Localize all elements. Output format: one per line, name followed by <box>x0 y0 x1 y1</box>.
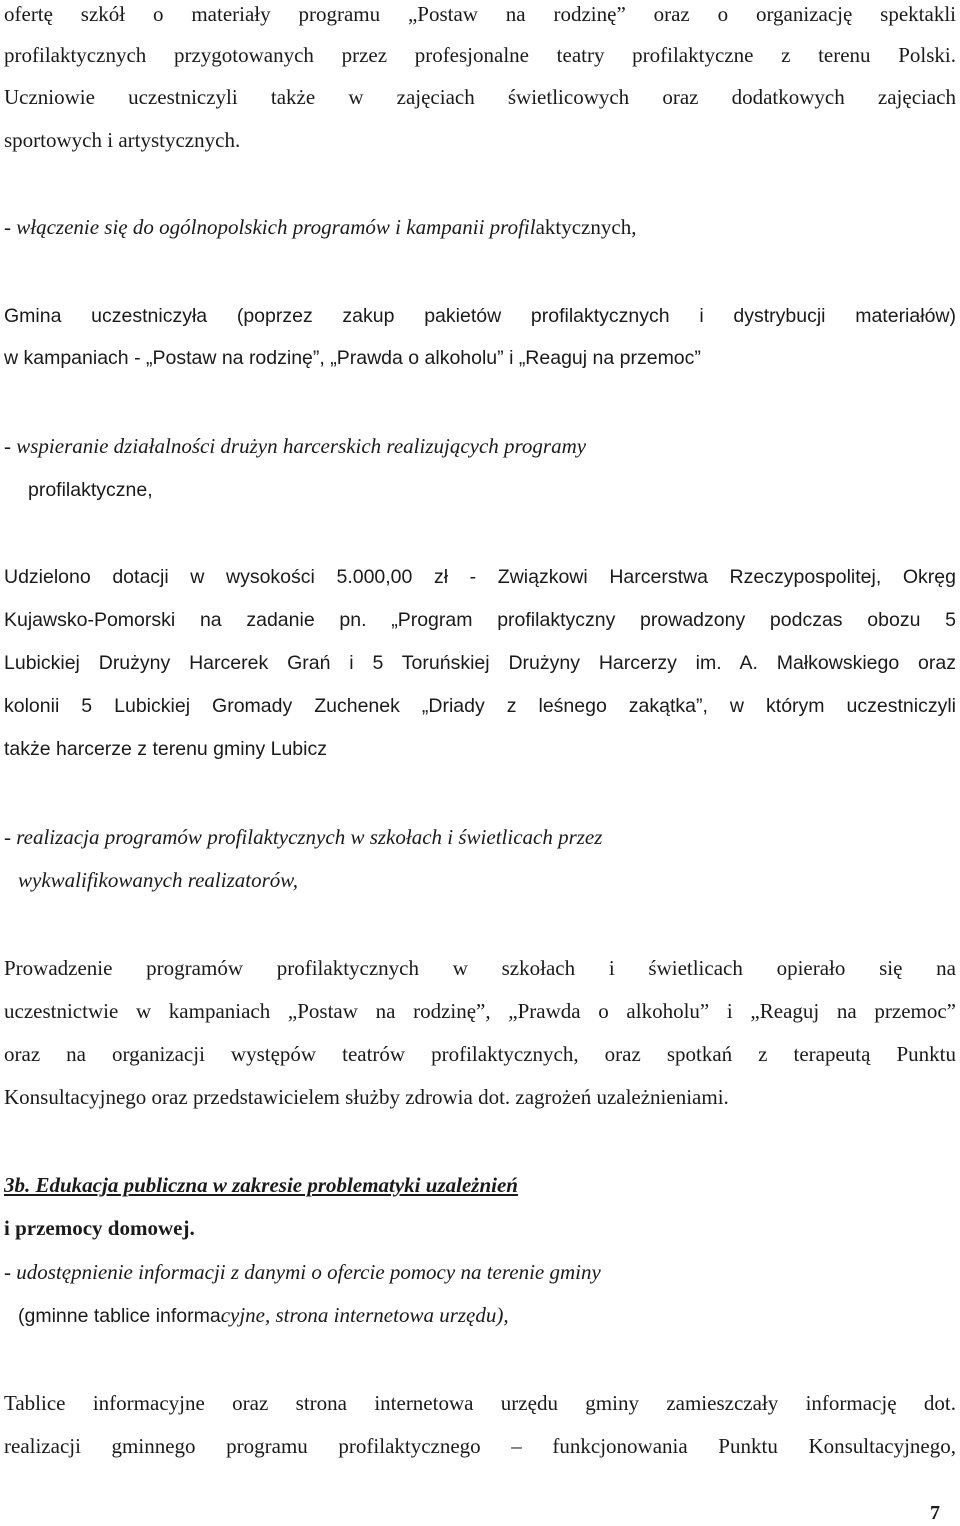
section-heading: - wspieranie działalności drużyn harcerskich realizujących programy <box>4 434 587 458</box>
paragraph-line: sportowych i artystycznych. <box>4 128 241 152</box>
section-heading-italic: - włączenie się do ogólnopolskich programów i kampanii profil <box>4 215 536 239</box>
paragraph-line: Gmina uczestniczyła (poprzez zakup pakietów profilaktycznych i dystrybucji materiałów) <box>4 305 956 327</box>
paragraph-line: Kujawsko-Pomorski na zadanie pn. „Program profilaktyczny prowadzony podczas obozu 5 <box>4 609 956 631</box>
paragraph-line: Prowadzenie programów profilaktycznych w szkołach i świetlicach opierało się na <box>4 956 956 980</box>
section-heading-continuation-end: cyjne, strona internetowa urzędu), <box>220 1303 509 1327</box>
section-heading-continuation-start: (gminne tablice informa <box>18 1305 221 1327</box>
paragraph-line: także harcerze z terenu gminy Lubicz <box>4 738 327 760</box>
paragraph-line: Uczniowie uczestniczyli także w zajęciach świetlicowych oraz dodatkowych zajęciach <box>4 85 956 109</box>
section-title-main: 3b. Edukacja publiczna w zakresie problematyki uzależnień <box>4 1173 518 1197</box>
section-heading-continuation: wykwalifikowanych realizatorów, <box>18 868 298 892</box>
section-heading-tail: aktycznych, <box>535 215 637 239</box>
paragraph-line: kolonii 5 Lubickiej Gromady Zuchenek „Driady z leśnego zakątka”, w którym uczestniczyli <box>4 695 956 717</box>
paragraph-line: Tablice informacyjne oraz strona internetowa urzędu gminy zamieszczały informację dot. <box>4 1391 956 1415</box>
section-title-continuation: i przemocy domowej. <box>4 1216 195 1240</box>
paragraph-line: ofertę szkół o materiały programu „Postaw na rodzinę” oraz o organizację spektakli <box>4 2 956 26</box>
paragraph-line: Udzielono dotacji w wysokości 5.000,00 zł - Związkowi Harcerstwa Rzeczypospolitej, Okręg <box>4 566 956 588</box>
section-title <box>4 1171 956 1199</box>
paragraph-line: uczestnictwie w kampaniach „Postaw na rodzinę”, „Prawda o alkoholu” i „Reaguj na przemoc” <box>4 999 956 1023</box>
paragraph-line: realizacji gminnego programu profilaktycznego – funkcjonowania Punktu Konsultacyjnego, <box>4 1434 956 1458</box>
section-heading: - realizacja programów profilaktycznych w szkołach i świetlicach przez <box>4 825 603 849</box>
section-heading-continuation: profilaktyczne, <box>28 479 153 501</box>
section-heading: - udostępnienie informacji z danymi o ofercie pomocy na terenie gminy <box>4 1260 601 1284</box>
paragraph-line: oraz na organizacji występów teatrów profilaktycznych, oraz spotkań z terapeutą Punktu <box>4 1042 956 1066</box>
paragraph-line: w kampaniach - „Postaw na rodzinę”, „Prawda o alkoholu” i „Reaguj na przemoc” <box>4 347 701 369</box>
page-number: 7 <box>930 1502 940 1524</box>
paragraph-line: Konsultacyjnego oraz przedstawicielem służby zdrowia dot. zagrożeń uzależnieniami. <box>4 1085 729 1109</box>
section-heading <box>4 213 956 241</box>
section-heading-continuation <box>18 1301 960 1330</box>
paragraph-line: Lubickiej Drużyny Harcerek Grań i 5 Toruńskiej Drużyny Harcerzy im. A. Małkowskiego oraz <box>4 652 956 674</box>
paragraph-line: profilaktycznych przygotowanych przez profesjonalne teatry profilaktyczne z terenu Polski. <box>4 43 956 67</box>
